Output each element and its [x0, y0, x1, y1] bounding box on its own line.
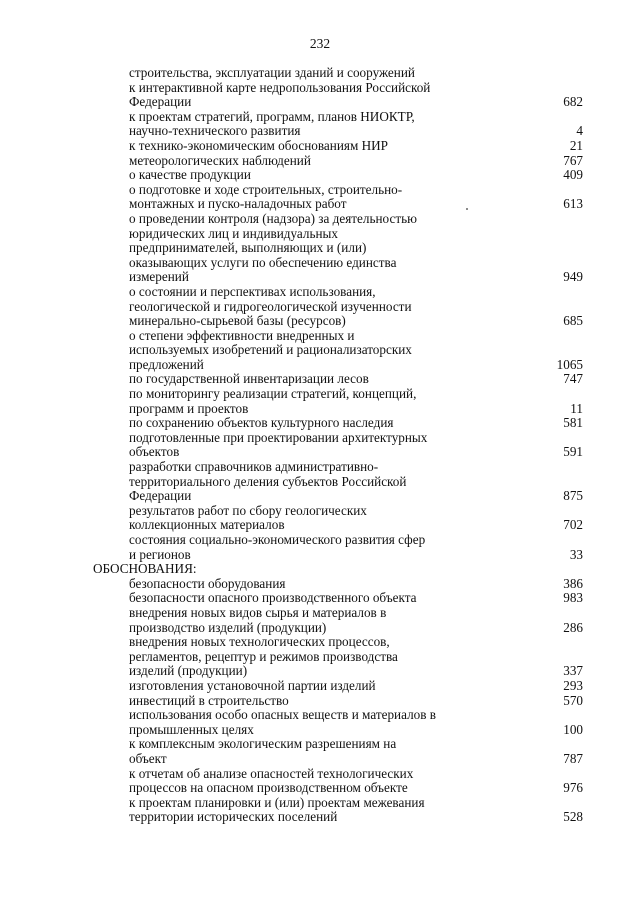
entry-line: Федерации — [129, 94, 192, 110]
index-entry — [0, 577, 640, 592]
entry-count: 293 — [563, 677, 583, 693]
entry-text — [129, 796, 449, 825]
entry-text — [129, 737, 449, 766]
entry-count: 528 — [563, 809, 583, 825]
entry-count: 1065 — [556, 356, 583, 372]
entry-count: 682 — [563, 94, 583, 110]
index-entry — [0, 110, 640, 139]
entry-text — [129, 679, 449, 694]
index-entry — [0, 767, 640, 796]
entry-line: о степени эффективности внедренных и — [129, 327, 355, 343]
entry-count: 949 — [563, 269, 583, 285]
entry-count: 337 — [563, 663, 583, 679]
entry-text — [129, 431, 449, 460]
entry-count: 787 — [563, 750, 583, 766]
entry-line: к проектам стратегий, программ, планов НИОКТР, — [129, 108, 415, 124]
entry-text — [93, 562, 433, 577]
entry-line: состояния социально-экономического развития сфер — [129, 532, 426, 547]
entry-text — [129, 183, 449, 212]
entry-line: Федерации — [129, 488, 192, 504]
entry-count: 591 — [563, 444, 583, 460]
entry-line: внедрения новых видов сырья и материалов в — [129, 604, 387, 620]
entry-line: к технико-экономическим обоснованиям НИР — [129, 137, 388, 153]
entry-line: объектов — [129, 444, 180, 460]
index-entry — [0, 708, 640, 737]
entry-text — [129, 504, 449, 533]
entry-line: о подготовке и ходе строительных, строительно- — [129, 181, 403, 197]
section-heading — [0, 562, 640, 577]
entry-line: промышленных целях — [129, 721, 254, 737]
entry-line: регламентов, рецептур и режимов производства — [129, 648, 398, 664]
entry-text — [129, 708, 449, 737]
entry-count: 409 — [563, 167, 583, 183]
entry-line: используемых изобретений и рационализаторских — [129, 342, 412, 358]
entry-text — [129, 767, 449, 796]
index-entry — [0, 183, 640, 212]
entry-line: предложений — [129, 356, 204, 372]
index-entry — [0, 796, 640, 825]
entry-count: 21 — [569, 137, 583, 153]
entry-text — [129, 416, 449, 431]
entry-count: 11 — [570, 400, 583, 416]
entry-text — [129, 285, 449, 329]
index-entry — [0, 139, 640, 154]
entry-line: ОБОСНОВАНИЯ: — [93, 561, 197, 577]
entry-count: 386 — [563, 575, 583, 591]
entry-line: использования особо опасных веществ и материалов в — [129, 707, 436, 723]
entry-line: метеорологических наблюдений — [129, 152, 311, 168]
entry-line: территории исторических поселений — [129, 809, 338, 825]
page-number: 232 — [309, 36, 331, 51]
entry-count: 613 — [563, 196, 583, 212]
entry-count: 4 — [576, 123, 583, 139]
entry-line: по государственной инвентаризации лесов — [129, 371, 369, 387]
entry-line: программ и проектов — [129, 400, 249, 416]
entry-line: безопасности оборудования — [129, 575, 286, 591]
entry-line: научно-технического развития — [129, 123, 301, 139]
entry-line: строительства, эксплуатации зданий и сооружений — [129, 65, 415, 80]
entry-line: о проведении контроля (надзора) за деятельностью — [129, 210, 417, 226]
entry-line: геологической и гидрогеологической изученности — [129, 298, 412, 314]
entry-line: изготовления установочной партии изделий — [129, 677, 376, 693]
index-entry — [0, 460, 640, 504]
index-entry — [0, 504, 640, 533]
entry-line: результатов работ по сбору геологических — [129, 502, 367, 518]
entry-line: процессов на опасном производственном объекте — [129, 780, 408, 796]
index-entry — [0, 285, 640, 329]
index-entry — [0, 694, 640, 709]
entry-line: монтажных и пуско-наладочных работ — [129, 196, 347, 212]
entry-count: 875 — [563, 488, 583, 504]
entry-line: юридических лиц и индивидуальных — [129, 225, 339, 241]
index-entry — [0, 212, 640, 285]
entry-count: 286 — [563, 619, 583, 635]
entry-line: территориального деления субъектов Российской — [129, 473, 407, 489]
entry-text — [129, 533, 449, 562]
index-entry — [0, 679, 640, 694]
entry-text — [129, 168, 449, 183]
entry-text — [129, 329, 449, 373]
entry-text — [129, 577, 449, 592]
entry-text — [129, 139, 449, 154]
entry-count: 570 — [563, 692, 583, 708]
entry-text — [129, 591, 449, 606]
index-entry — [0, 329, 640, 373]
entry-text — [129, 110, 449, 139]
entry-line: подготовленные при проектировании архитектурных — [129, 429, 428, 445]
entry-line: и регионов — [129, 546, 191, 562]
entry-text — [129, 387, 449, 416]
entry-line: по сохранению объектов культурного наследия — [129, 415, 394, 431]
entry-line: к интерактивной карте недропользования Российской — [129, 79, 431, 95]
entry-count: 747 — [563, 371, 583, 387]
entry-count: 33 — [569, 546, 583, 562]
entry-count: 976 — [563, 780, 583, 796]
entry-count: 581 — [563, 415, 583, 431]
index-entry — [0, 737, 640, 766]
index-entry — [0, 606, 640, 635]
index-entry — [0, 635, 640, 679]
index-entry — [0, 416, 640, 431]
entry-line: к комплексным экологическим разрешениям на — [129, 736, 397, 752]
entry-line: разработки справочников административно- — [129, 459, 379, 475]
entry-text — [129, 372, 449, 387]
entry-line: объект — [129, 750, 167, 766]
entry-line: к отчетам об анализе опасностей технологических — [129, 765, 414, 781]
entry-line: оказывающих услуги по обеспечению единства — [129, 254, 397, 270]
index-entry — [0, 591, 640, 606]
index-entry — [0, 431, 640, 460]
entry-line: по мониторингу реализации стратегий, концепций, — [129, 386, 417, 402]
index-entry — [0, 387, 640, 416]
entry-count: 767 — [563, 152, 583, 168]
entry-count: 685 — [563, 313, 583, 329]
entry-count: 983 — [563, 590, 583, 606]
index-list — [0, 66, 640, 825]
entry-line: предпринимателей, выполняющих и (или) — [129, 240, 367, 256]
entry-line: безопасности опасного производственного объекта — [129, 590, 417, 606]
entry-line: к проектам планировки и (или) проектам межевания — [129, 794, 425, 810]
entry-line: производство изделий (продукции) — [129, 619, 327, 635]
entry-text — [129, 154, 449, 169]
index-entry — [0, 533, 640, 562]
entry-line: минерально-сырьевой базы (ресурсов) — [129, 313, 346, 329]
index-entry — [0, 154, 640, 169]
index-entry — [0, 168, 640, 183]
index-entry — [0, 66, 640, 110]
entry-count: 100 — [563, 721, 583, 737]
entry-line: коллекционных материалов — [129, 517, 285, 533]
entry-count: 702 — [563, 517, 583, 533]
entry-text — [129, 635, 449, 679]
entry-text — [129, 460, 449, 504]
entry-text — [129, 66, 449, 110]
index-entry — [0, 372, 640, 387]
entry-line: инвестиций в строительство — [129, 692, 289, 708]
entry-line: внедрения новых технологических процессов, — [129, 634, 390, 650]
entry-line: о качестве продукции — [129, 167, 251, 183]
entry-line: измерений — [129, 269, 189, 285]
scan-speck — [466, 208, 468, 210]
entry-line: изделий (продукции) — [129, 663, 248, 679]
entry-text — [129, 694, 449, 709]
entry-text — [129, 606, 449, 635]
entry-text — [129, 212, 449, 285]
entry-line: о состоянии и перспективах использования, — [129, 283, 376, 299]
